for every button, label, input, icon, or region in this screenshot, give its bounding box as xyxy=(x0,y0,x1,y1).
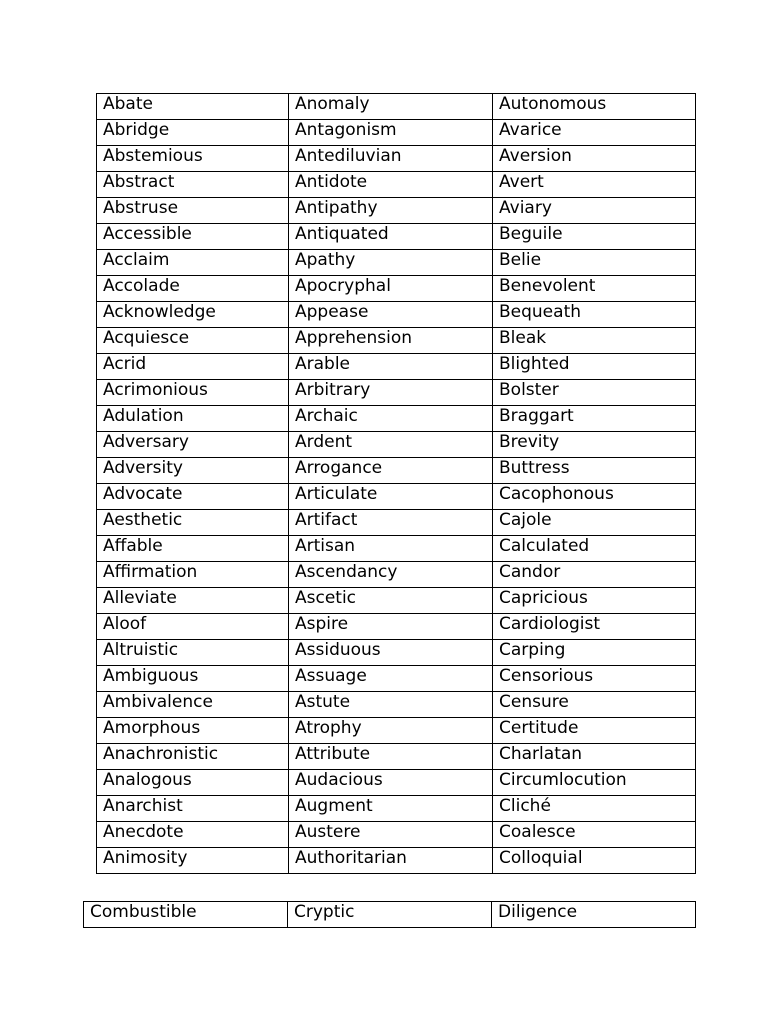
word-cell: Blighted xyxy=(493,354,696,380)
table-row xyxy=(97,172,696,198)
table-row xyxy=(97,302,696,328)
word-cell: Amorphous xyxy=(97,718,289,744)
word-cell: Ambiguous xyxy=(97,666,289,692)
word-cell: Antagonism xyxy=(289,120,493,146)
word-cell: Candor xyxy=(493,562,696,588)
table-row xyxy=(97,640,696,666)
word-cell: Abridge xyxy=(97,120,289,146)
word-cell: Affirmation xyxy=(97,562,289,588)
word-cell: Antiquated xyxy=(289,224,493,250)
word-cell: Astute xyxy=(289,692,493,718)
word-cell: Appease xyxy=(289,302,493,328)
word-cell: Affable xyxy=(97,536,289,562)
word-cell: Beguile xyxy=(493,224,696,250)
word-cell: Accessible xyxy=(97,224,289,250)
word-cell: Capricious xyxy=(493,588,696,614)
table-row xyxy=(97,770,696,796)
word-cell: Acquiesce xyxy=(97,328,289,354)
word-cell: Augment xyxy=(289,796,493,822)
word-cell: Belie xyxy=(493,250,696,276)
table-row xyxy=(97,718,696,744)
word-cell: Ardent xyxy=(289,432,493,458)
word-cell: Arbitrary xyxy=(289,380,493,406)
table-row xyxy=(97,562,696,588)
word-cell: Arable xyxy=(289,354,493,380)
word-cell: Atrophy xyxy=(289,718,493,744)
table-row xyxy=(97,94,696,120)
word-cell: Cryptic xyxy=(288,902,492,928)
word-cell: Cliché xyxy=(493,796,696,822)
vocabulary-table-continued-body xyxy=(84,902,696,928)
word-cell: Ascendancy xyxy=(289,562,493,588)
word-cell: Cajole xyxy=(493,510,696,536)
word-cell: Archaic xyxy=(289,406,493,432)
word-cell: Advocate xyxy=(97,484,289,510)
word-cell: Abstruse xyxy=(97,198,289,224)
table-row xyxy=(97,796,696,822)
word-cell: Assuage xyxy=(289,666,493,692)
word-cell: Anecdote xyxy=(97,822,289,848)
word-cell: Artisan xyxy=(289,536,493,562)
word-cell: Austere xyxy=(289,822,493,848)
table-row xyxy=(97,380,696,406)
word-cell: Aloof xyxy=(97,614,289,640)
word-cell: Avarice xyxy=(493,120,696,146)
word-cell: Acclaim xyxy=(97,250,289,276)
table-row xyxy=(97,848,696,874)
word-cell: Apprehension xyxy=(289,328,493,354)
word-cell: Aversion xyxy=(493,146,696,172)
word-cell: Accolade xyxy=(97,276,289,302)
table-row xyxy=(97,146,696,172)
table-row xyxy=(97,588,696,614)
word-cell: Ambivalence xyxy=(97,692,289,718)
table-row xyxy=(84,902,696,928)
table-row xyxy=(97,744,696,770)
word-cell: Anomaly xyxy=(289,94,493,120)
table-row xyxy=(97,198,696,224)
word-cell: Altruistic xyxy=(97,640,289,666)
table-row xyxy=(97,250,696,276)
word-cell: Adversary xyxy=(97,432,289,458)
word-cell: Cardiologist xyxy=(493,614,696,640)
word-cell: Apocryphal xyxy=(289,276,493,302)
word-cell: Aesthetic xyxy=(97,510,289,536)
table-row xyxy=(97,328,696,354)
table-row xyxy=(97,276,696,302)
word-cell: Colloquial xyxy=(493,848,696,874)
word-cell: Calculated xyxy=(493,536,696,562)
word-cell: Attribute xyxy=(289,744,493,770)
word-cell: Benevolent xyxy=(493,276,696,302)
word-cell: Artifact xyxy=(289,510,493,536)
vocabulary-table-continued xyxy=(83,901,696,928)
word-cell: Articulate xyxy=(289,484,493,510)
word-cell: Buttress xyxy=(493,458,696,484)
word-cell: Analogous xyxy=(97,770,289,796)
word-cell: Antediluvian xyxy=(289,146,493,172)
vocabulary-table-main-body xyxy=(97,94,696,874)
table-row xyxy=(97,458,696,484)
word-cell: Diligence xyxy=(492,902,696,928)
table-row xyxy=(97,510,696,536)
word-cell: Brevity xyxy=(493,432,696,458)
word-cell: Adversity xyxy=(97,458,289,484)
word-cell: Cacophonous xyxy=(493,484,696,510)
word-cell: Assiduous xyxy=(289,640,493,666)
word-cell: Ascetic xyxy=(289,588,493,614)
word-cell: Aspire xyxy=(289,614,493,640)
word-cell: Charlatan xyxy=(493,744,696,770)
word-cell: Acknowledge xyxy=(97,302,289,328)
table-row xyxy=(97,406,696,432)
word-cell: Anarchist xyxy=(97,796,289,822)
table-row xyxy=(97,224,696,250)
word-cell: Anachronistic xyxy=(97,744,289,770)
word-cell: Antipathy xyxy=(289,198,493,224)
word-cell: Abstemious xyxy=(97,146,289,172)
word-cell: Arrogance xyxy=(289,458,493,484)
word-cell: Bolster xyxy=(493,380,696,406)
table-row xyxy=(97,692,696,718)
table-row xyxy=(97,822,696,848)
word-cell: Bleak xyxy=(493,328,696,354)
table-row xyxy=(97,432,696,458)
word-cell: Acrimonious xyxy=(97,380,289,406)
table-row xyxy=(97,614,696,640)
word-cell: Censorious xyxy=(493,666,696,692)
word-cell: Adulation xyxy=(97,406,289,432)
word-cell: Carping xyxy=(493,640,696,666)
vocabulary-table-main xyxy=(96,93,696,874)
word-cell: Autonomous xyxy=(493,94,696,120)
word-cell: Animosity xyxy=(97,848,289,874)
word-cell: Acrid xyxy=(97,354,289,380)
table-row xyxy=(97,484,696,510)
word-cell: Abate xyxy=(97,94,289,120)
word-cell: Combustible xyxy=(84,902,288,928)
word-cell: Bequeath xyxy=(493,302,696,328)
word-cell: Certitude xyxy=(493,718,696,744)
word-cell: Braggart xyxy=(493,406,696,432)
table-row xyxy=(97,120,696,146)
word-cell: Avert xyxy=(493,172,696,198)
word-cell: Coalesce xyxy=(493,822,696,848)
word-cell: Authoritarian xyxy=(289,848,493,874)
word-cell: Apathy xyxy=(289,250,493,276)
word-cell: Aviary xyxy=(493,198,696,224)
table-row xyxy=(97,536,696,562)
table-row xyxy=(97,354,696,380)
word-cell: Audacious xyxy=(289,770,493,796)
table-row xyxy=(97,666,696,692)
word-cell: Alleviate xyxy=(97,588,289,614)
word-cell: Circumlocution xyxy=(493,770,696,796)
word-cell: Abstract xyxy=(97,172,289,198)
word-cell: Censure xyxy=(493,692,696,718)
word-cell: Antidote xyxy=(289,172,493,198)
